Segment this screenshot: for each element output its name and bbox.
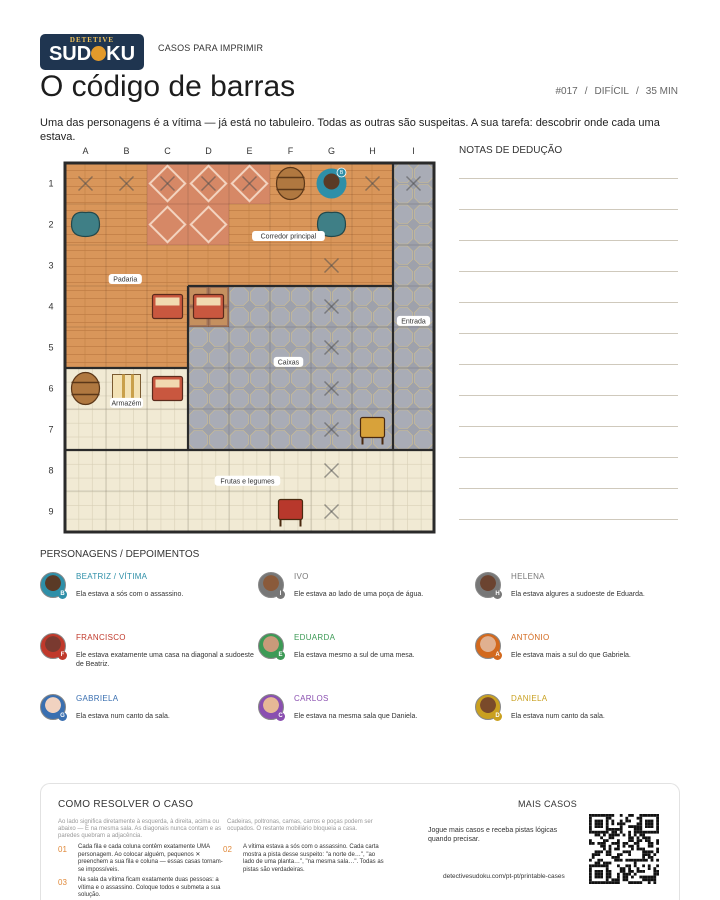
board-cell[interactable] [393, 204, 434, 245]
board-cell[interactable] [352, 450, 393, 491]
board-cell[interactable] [65, 409, 106, 450]
how-to-intro-left: Ao lado significa diretamente à esquerda, à direita, acima ou abaixo — E na mesma sala. As diagonais nunca contam e as paredes quebram a adjacência. [58, 819, 222, 839]
board-cell[interactable] [270, 409, 311, 450]
character-name: FRANCISCO [76, 633, 126, 642]
character-badge: E [276, 651, 285, 660]
page-title: O código de barras [40, 70, 296, 103]
barrel-icon [277, 168, 305, 200]
note-line[interactable] [459, 178, 678, 179]
how-to-intro-right: Cadeiras, poltronas, camas, carros e poças podem ser ocupados. O restante mobiliário bloqueia a casa. [227, 819, 373, 832]
svg-text:Armazém: Armazém [111, 400, 142, 408]
notes-title: NOTAS DE DEDUÇÃO [459, 145, 563, 156]
board-cell[interactable] [352, 245, 393, 286]
board-cell[interactable] [188, 409, 229, 450]
character-badge: F [58, 651, 67, 660]
board-cell[interactable] [229, 327, 270, 368]
characters-title: PERSONAGENS / DEPOIMENTOS [40, 549, 200, 560]
column-header: A [82, 146, 89, 156]
character-badge: B [58, 590, 67, 599]
subhead: CASOS PARA IMPRIMIR [158, 43, 264, 53]
note-line[interactable] [459, 488, 678, 489]
difficulty: DIFÍCIL [594, 86, 629, 97]
step-text: A vítima estava a sós com o assassino. Cada carta mostra a pista desse suspeito: "a norte de…", "ao lado de uma planta…", "na mesma sala…". Todas as pistas são verdadeiras. [243, 844, 384, 873]
board-cell[interactable] [352, 204, 393, 245]
board-cell[interactable] [188, 491, 229, 532]
magnifier-icon [91, 46, 106, 61]
board-cell[interactable] [352, 368, 393, 409]
column-header: E [246, 146, 253, 156]
victim-badge-letter: B [339, 170, 344, 177]
character-badge: D [493, 712, 502, 721]
row-header: 4 [48, 301, 54, 312]
character-name: BEATRIZ / VÍTIMA [76, 572, 148, 581]
logo-main-left: SUD [48, 43, 92, 65]
column-header: H [369, 146, 376, 156]
character-statement: Ele estava exatamente uma casa na diagonal a sudoeste de Beatriz. [76, 652, 254, 668]
board-cell[interactable] [352, 491, 393, 532]
intro-text: Uma das personagens é a vítima — já está no tabuleiro. Todas as outras são suspeitas. A sua tarefa: descobrir onde cada uma estava. [40, 117, 660, 143]
column-header: G [327, 146, 336, 156]
character-name: HELENA [511, 572, 545, 581]
board-cell[interactable] [188, 245, 229, 286]
character-statement: Ele estava ao lado de uma poça de água. [294, 591, 424, 598]
board-cell[interactable] [147, 204, 188, 245]
more-cases-title: MAIS CASOS [518, 799, 578, 809]
board-cell[interactable] [65, 450, 106, 491]
board-cell[interactable] [106, 286, 147, 327]
barrel-icon [72, 373, 100, 405]
board-cell[interactable] [270, 245, 311, 286]
room-label [109, 274, 142, 284]
row-header: 1 [48, 178, 54, 189]
step-text: Cada fila e cada coluna contêm exatamente UMA personagem. Ao colocar alguém, pequenos ✕ preenchem a sua fila e coluna — essas casas tornam-se impossíveis. [78, 844, 223, 873]
character-statement: Ele estava na mesma sala que Daniela. [294, 713, 418, 720]
board-cell[interactable] [147, 245, 188, 286]
svg-text:Entrada: Entrada [401, 318, 426, 326]
box-icon [153, 295, 183, 319]
room-label [274, 357, 304, 367]
note-line[interactable] [459, 240, 678, 241]
board-cell[interactable] [393, 409, 434, 450]
board-cell[interactable] [65, 286, 106, 327]
board-cell[interactable] [147, 409, 188, 450]
board-cell[interactable] [147, 327, 188, 368]
character-badge: A [493, 651, 502, 660]
board-cell[interactable] [270, 368, 311, 409]
room-label [397, 316, 430, 326]
board-cell[interactable] [106, 450, 147, 491]
logo-main-text [40, 44, 144, 64]
logo-main-right: KU [106, 43, 136, 65]
note-line[interactable] [459, 209, 678, 210]
board-cell[interactable] [393, 327, 434, 368]
logo-top-text: DETETIVE [69, 36, 115, 44]
character-name: ANTÓNIO [511, 633, 550, 642]
svg-text:Frutas e legumes: Frutas e legumes [220, 478, 275, 486]
plant-icon [72, 212, 100, 236]
character-badge: H [493, 590, 502, 599]
board-cell[interactable] [106, 491, 147, 532]
board-cell[interactable] [65, 245, 106, 286]
character-statement: Ela estava num canto da sala. [76, 713, 170, 720]
case-meta: #017 / DIFÍCIL / 35 MIN [555, 86, 678, 97]
step-number: 01 [58, 845, 67, 854]
board-cell[interactable] [147, 450, 188, 491]
character-badge: I [276, 590, 285, 599]
board-cell[interactable] [147, 491, 188, 532]
how-to-title: COMO RESOLVER O CASO [58, 799, 194, 810]
board-cell[interactable] [65, 327, 106, 368]
character-statement: Ela estava mesmo a sul de uma mesa. [294, 652, 415, 659]
board-cell[interactable] [270, 286, 311, 327]
character-name: EDUARDA [294, 633, 336, 642]
svg-text:Caixas: Caixas [277, 359, 300, 367]
more-cases-text: Jogue mais casos e receba pistas lógicas quando precisar. [428, 827, 558, 843]
room-label [252, 231, 325, 241]
board-cell[interactable] [393, 368, 434, 409]
box-icon [153, 377, 183, 401]
board-cell[interactable] [393, 450, 434, 491]
more-cases-link[interactable]: detectivesudoku.com/pt-pt/printable-cases [443, 873, 565, 880]
row-header: 5 [48, 342, 54, 353]
row-header: 2 [48, 219, 54, 230]
column-header: F [287, 146, 294, 156]
board-cell[interactable] [229, 245, 270, 286]
board-cell[interactable] [106, 327, 147, 368]
svg-text:Padaria: Padaria [113, 276, 138, 284]
note-line[interactable] [459, 271, 678, 272]
board-cell[interactable] [229, 286, 270, 327]
column-header: C [164, 146, 171, 156]
how-to-panel [40, 783, 680, 900]
board-svg [35, 143, 426, 533]
character-name: CARLOS [294, 694, 329, 703]
board-cell[interactable] [188, 204, 229, 245]
character-badge: C [276, 712, 285, 721]
step-text: Na sala da vítima ficam exatamente duas pessoas: a vítima e o assassino. Coloque todos e submeta a sua solução. [78, 877, 221, 898]
room-label [110, 398, 143, 408]
note-line[interactable] [459, 519, 678, 520]
note-line[interactable] [459, 333, 678, 334]
character-statement: Ela estava num canto da sala. [511, 713, 605, 720]
step-number: 02 [223, 845, 232, 854]
character-statement: Ele estava mais a sul do que Gabriela. [511, 652, 631, 659]
character-statement: Ela estava a sós com o assassino. [76, 591, 184, 598]
board-cell[interactable] [229, 491, 270, 532]
character-statement: Ela estava algures a sudoeste de Eduarda. [511, 591, 645, 598]
board-cell[interactable] [65, 491, 106, 532]
board-cell[interactable] [229, 409, 270, 450]
note-line[interactable] [459, 364, 678, 365]
board-cell[interactable] [106, 409, 147, 450]
column-header: D [205, 146, 212, 156]
board-cell[interactable] [352, 286, 393, 327]
row-header: 6 [48, 383, 54, 394]
note-line[interactable] [459, 457, 678, 458]
board-cell[interactable] [352, 327, 393, 368]
character-badge: G [58, 712, 67, 721]
row-header: 3 [48, 260, 54, 271]
row-header: 9 [48, 506, 54, 517]
row-header: 8 [48, 465, 54, 476]
row-header: 7 [48, 424, 54, 435]
time-estimate: 35 MIN [645, 86, 678, 97]
case-number: #017 [555, 86, 578, 97]
column-header: I [412, 146, 415, 156]
board-cell[interactable] [393, 245, 434, 286]
character-name: GABRIELA [76, 694, 119, 703]
box-icon [194, 295, 224, 319]
character-name: DANIELA [511, 694, 548, 703]
board-cell[interactable] [188, 368, 229, 409]
step-number: 03 [58, 878, 67, 887]
logo [40, 34, 144, 70]
room-label [215, 476, 281, 486]
note-line[interactable] [459, 302, 678, 303]
svg-text:Corredor principal: Corredor principal [260, 233, 317, 241]
board-cell[interactable] [188, 327, 229, 368]
note-line[interactable] [459, 426, 678, 427]
note-line[interactable] [459, 395, 678, 396]
column-header: B [123, 146, 130, 156]
board-cell[interactable] [229, 368, 270, 409]
character-name: IVO [294, 572, 309, 581]
board-cell[interactable] [393, 491, 434, 532]
qr-code-icon[interactable] [589, 814, 659, 884]
board-cell[interactable] [106, 204, 147, 245]
